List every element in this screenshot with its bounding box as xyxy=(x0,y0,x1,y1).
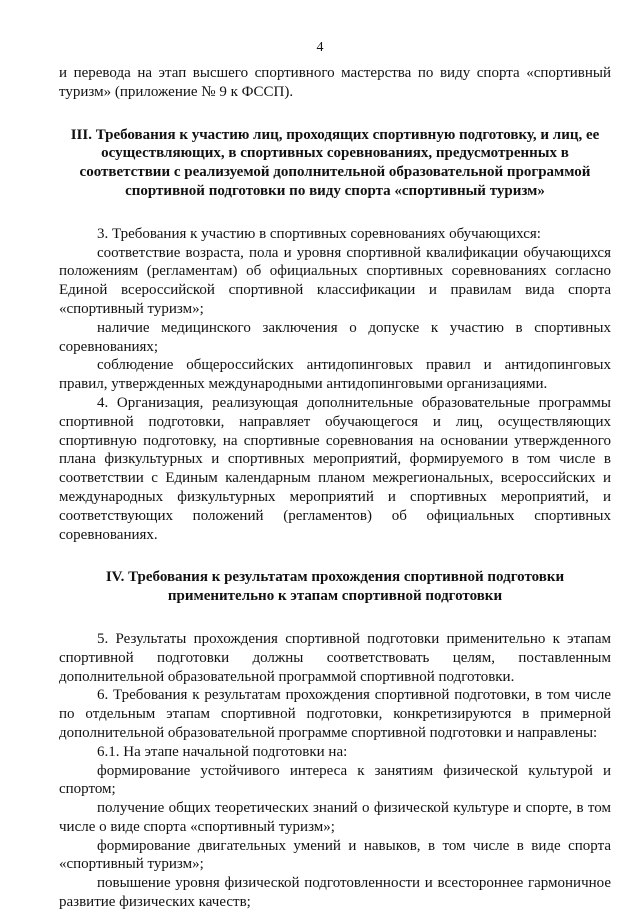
paragraph-3-item-medical: наличие медицинского заключения о допуске к участию в спортивных соревнованиях; xyxy=(59,319,611,355)
paragraph-6-1-item-fitness: повышение уровня физической подготовленности и всестороннее гармоничное развитие физических качеств; xyxy=(59,875,611,911)
section-heading-4: IV. Требования к результатам прохождения спортивной подготовки применительно к этапам спортивной подготовки xyxy=(105,569,565,605)
paragraph-6-1-item-interest: формирование устойчивого интереса к занятиям физической культурой и спортом; xyxy=(59,762,611,798)
section-heading-3: III. Требования к участию лиц, проходящих спортивную подготовку, и лиц, ее осуществляющих, в спортивных соревнованиях, предусмотренных в соответствии с реализуемой дополнительной образовательной программой спортивной подготовки по виду спорта «спортивный туризм» xyxy=(70,126,600,199)
paragraph-3-item-age: соответствие возраста, пола и уровня спортивной квалификации обучающихся положениям (регламентам) об официальных спортивных соревнованиях согласно Единой всероссийской спортивной классификации и правилам вида спорта «спортивный туризм»; xyxy=(59,244,611,317)
paragraph-6-1: 6.1. На этапе начальной подготовки на: xyxy=(97,743,348,760)
paragraph-6-1-item-knowledge: получение общих теоретических знаний о физической культуре и спорте, в том числе о виде спорта «спортивный туризм»; xyxy=(59,800,611,835)
paragraph-6: 6. Требования к результатам прохождения спортивной подготовки, в том числе по отдельным этапам спортивной подготовки, конкретизируются в примерной дополнительной образовательной программе спортивной подготовки и направлены: xyxy=(59,687,611,741)
paragraph-3-item-antidoping: соблюдение общероссийских антидопинговых правил и антидопинговых правил, утвержденных международными антидопинговыми организациями. xyxy=(59,357,611,393)
paragraph-3: 3. Требования к участию в спортивных соревнованиях обучающихся: xyxy=(97,225,541,242)
paragraph-continuation: и перевода на этап высшего спортивного мастерства по виду спорта «спортивный туризм» (приложение № 9 к ФССП). xyxy=(59,65,611,100)
document-body xyxy=(59,64,611,912)
paragraph-5: 5. Результаты прохождения спортивной подготовки применительно к этапам спортивной подготовки должны соответствовать целям, поставленным дополнительной образовательной программой спортивной подготовки. xyxy=(59,630,611,685)
page-number: 4 xyxy=(316,40,324,55)
paragraph-6-1-item-skills: формирование двигательных умений и навыков, в том числе в виде спорта «спортивный туризм»; xyxy=(59,837,611,873)
paragraph-4: 4. Организация, реализующая дополнительные образовательные программы спортивной подготовки, направляет обучающегося и лиц, осуществляющих спортивную подготовку, на спортивные соревнования на основании утвержденного плана физкультурных и спортивных мероприятий, формируемого в том числе в соответствии с Единым календарным планом межрегиональных, всероссийских и международных физкультурных мероприятий и спортивных мероприятий, и соответствующих положений (регламентов) об официальных спортивных соревнованиях. xyxy=(59,394,611,543)
